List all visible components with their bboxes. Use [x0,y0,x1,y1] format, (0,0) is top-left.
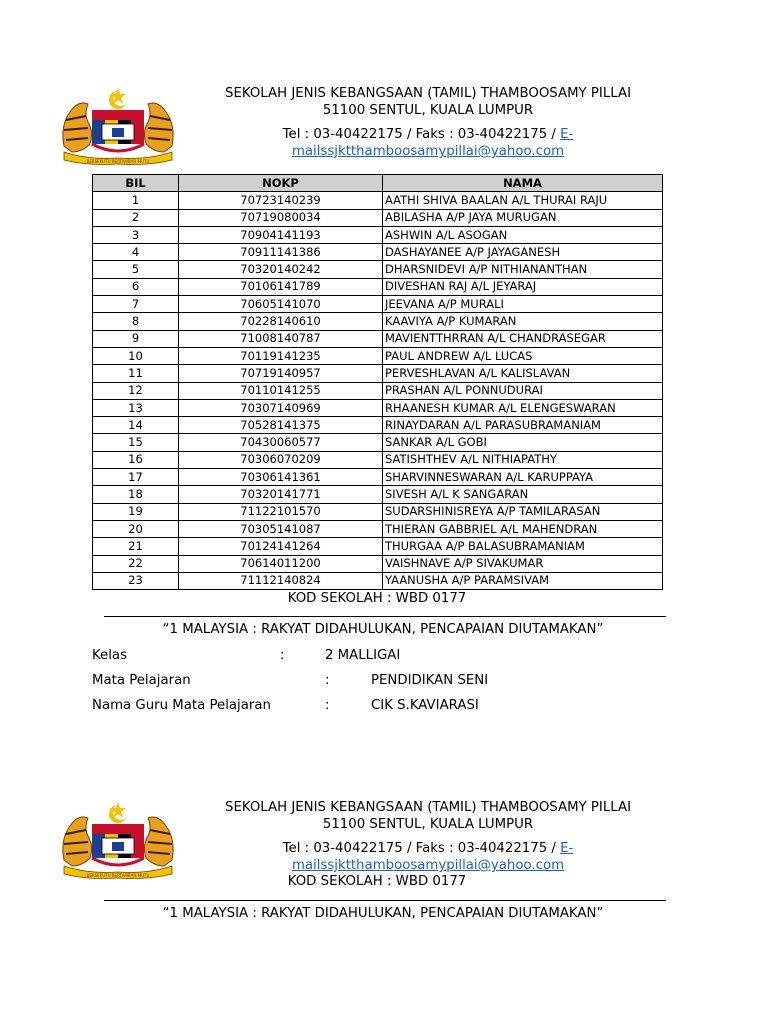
nama-cell: ASHWIN A/L ASOGAN [383,226,663,243]
contact-line-2 [190,841,666,856]
nama-cell: DIVESHAN RAJ A/L JEYARAJ [383,278,663,295]
contact-line [190,127,666,142]
class-label: Kelas [92,648,128,663]
table-row [93,347,663,364]
bil-cell: 6 [93,278,179,295]
nama-cell: DHARSNIDEVI A/P NITHIANANTHAN [383,261,663,278]
school-name: SEKOLAH JENIS KEBANGSAAN (TAMIL) THAMBOOSAMY PILLAI [225,86,631,101]
nama-cell: RINAYDARAN A/L PARASUBRAMANIAM [383,417,663,434]
nokp-cell: 70904141193 [179,226,383,243]
class-value: 2 MALLIGAI [325,648,401,663]
bil-cell: 10 [93,347,179,364]
school-address-2: 51100 SENTUL, KUALA LUMPUR [322,817,534,832]
nokp-cell: 70320141771 [179,486,383,503]
email-link-part1[interactable]: E- [560,127,574,142]
nokp-cell: 70719080034 [179,209,383,226]
email-line-2 [190,858,666,873]
table-row [93,486,663,503]
table-row [93,572,663,589]
nokp-cell: 70306070209 [179,451,383,468]
bil-cell: 17 [93,469,179,486]
class-colon: : [280,648,285,663]
table-row [93,192,663,209]
nama-cell: SANKAR A/L GOBI [383,434,663,451]
bil-cell: 22 [93,555,179,572]
table-row [93,434,663,451]
table-row [93,244,663,261]
email-link-part2-2[interactable]: mailssjktthamboosamypillai@yahoo.com [291,858,565,873]
malaysia-coat-of-arms-logo-2 [58,800,178,882]
school-address: 51100 SENTUL, KUALA LUMPUR [322,103,534,118]
nokp-cell: 71122101570 [179,503,383,520]
nokp-cell: 70119141235 [179,347,383,364]
bil-cell: 4 [93,244,179,261]
teacher-label: Nama Guru Mata Pelajaran [92,698,271,713]
subject-colon: : [325,673,330,688]
nama-cell: THURGAA A/P BALASUBRAMANIAM [383,538,663,555]
bil-cell: 21 [93,538,179,555]
nama-cell: THIERAN GABBRIEL A/L MAHENDRAN [383,520,663,537]
table-row [93,330,663,347]
nokp-cell: 70110141255 [179,382,383,399]
table-row [93,555,663,572]
bil-cell: 7 [93,296,179,313]
table-row [93,451,663,468]
nokp-cell: 70306141361 [179,469,383,486]
nokp-cell: 70614011200 [179,555,383,572]
nokp-cell: 70305141087 [179,520,383,537]
nokp-cell: 71112140824 [179,572,383,589]
table-row [93,469,663,486]
school-name-2: SEKOLAH JENIS KEBANGSAAN (TAMIL) THAMBOOSAMY PILLAI [225,800,631,815]
column-header-nama: NAMA [383,175,663,192]
bil-cell: 11 [93,365,179,382]
nama-cell: SUDARSHINISREYA A/P TAMILARASAN [383,503,663,520]
contact-text-2: Tel : 03-40422175 / Faks : 03-40422175 / [282,841,561,856]
bil-cell: 8 [93,313,179,330]
bil-cell: 14 [93,417,179,434]
crest-motto: BERSEKUTU BERTAMBAH MUTU [86,159,150,164]
nama-cell: ABILASHA A/P JAYA MURUGAN [383,209,663,226]
nama-cell: VAISHNAVE A/P SIVAKUMAR [383,555,663,572]
table-row [93,278,663,295]
student-table [92,174,663,590]
teacher-colon: : [325,698,330,713]
nama-cell: SIVESH A/L K SANGARAN [383,486,663,503]
table-row [93,313,663,330]
nokp-cell: 70605141070 [179,296,383,313]
bil-cell: 13 [93,399,179,416]
nama-cell: RHAANESH KUMAR A/L ELENGESWARAN [383,399,663,416]
table-row [93,520,663,537]
email-line [190,144,666,159]
nokp-cell: 70723140239 [179,192,383,209]
column-header-nokp: NOKP [179,175,383,192]
nama-cell: KAAVIYA A/P KUMARAN [383,313,663,330]
nama-cell: AATHI SHIVA BAALAN A/L THURAI RAJU [383,192,663,209]
school-code: KOD SEKOLAH : WBD 0177 [287,591,467,606]
email-link-part1-2[interactable]: E- [560,841,574,856]
teacher-value: CIK S.KAVIARASI [371,698,479,713]
subject-value: PENDIDIKAN SENI [371,673,489,688]
subject-label: Mata Pelajaran [92,673,191,688]
column-header-bil: BIL [93,175,179,192]
bil-cell: 12 [93,382,179,399]
bil-cell: 1 [93,192,179,209]
school-code-2: KOD SEKOLAH : WBD 0177 [287,874,467,889]
nokp-cell: 70228140610 [179,313,383,330]
nokp-cell: 70124141264 [179,538,383,555]
bil-cell: 3 [93,226,179,243]
nama-cell: MAVIENTTHRRAN A/L CHANDRASEGAR [383,330,663,347]
table-row [93,399,663,416]
nama-cell: PRASHAN A/L PONNUDURAI [383,382,663,399]
divider-line-2 [104,900,666,901]
nokp-cell: 70719140957 [179,365,383,382]
bil-cell: 5 [93,261,179,278]
table-row [93,417,663,434]
nokp-cell: 70320140242 [179,261,383,278]
nokp-cell: 70430060577 [179,434,383,451]
divider-line [104,616,666,617]
nama-cell: PERVESHLAVAN A/L KALISLAVAN [383,365,663,382]
nokp-cell: 71008140787 [179,330,383,347]
table-row [93,382,663,399]
bil-cell: 2 [93,209,179,226]
email-link-part2[interactable]: mailssjktthamboosamypillai@yahoo.com [291,144,565,159]
table-row [93,503,663,520]
table-body [93,192,663,590]
nokp-cell: 70911141386 [179,244,383,261]
nama-cell: DASHAYANEE A/P JAYAGANESH [383,244,663,261]
bil-cell: 18 [93,486,179,503]
bil-cell: 19 [93,503,179,520]
nama-cell: PAUL ANDREW A/L LUCAS [383,347,663,364]
table-row [93,538,663,555]
nokp-cell: 70528141375 [179,417,383,434]
bil-cell: 15 [93,434,179,451]
malaysia-coat-of-arms-logo [58,86,178,168]
nokp-cell: 70307140969 [179,399,383,416]
bil-cell: 20 [93,520,179,537]
table-row [93,209,663,226]
table-row [93,365,663,382]
bil-cell: 23 [93,572,179,589]
motto-text-2: “1 MALAYSIA : RAKYAT DIDAHULUKAN, PENCAPAIAN DIUTAMAKAN” [162,906,604,921]
nama-cell: YAANUSHA A/P PARAMSIVAM [383,572,663,589]
nokp-cell: 70106141789 [179,278,383,295]
table-row [93,261,663,278]
bil-cell: 16 [93,451,179,468]
contact-text: Tel : 03-40422175 / Faks : 03-40422175 / [282,127,561,142]
nama-cell: SATISHTHEV A/L NITHIAPATHY [383,451,663,468]
bil-cell: 9 [93,330,179,347]
motto-text: “1 MALAYSIA : RAKYAT DIDAHULUKAN, PENCAPAIAN DIUTAMAKAN” [162,622,604,637]
nama-cell: JEEVANA A/P MURALI [383,296,663,313]
nama-cell: SHARVINNESWARAN A/L KARUPPAYA [383,469,663,486]
table-header-row [93,175,663,192]
table-row [93,296,663,313]
table-row [93,226,663,243]
crest-motto-2: BERSEKUTU BERTAMBAH MUTU [86,873,150,878]
